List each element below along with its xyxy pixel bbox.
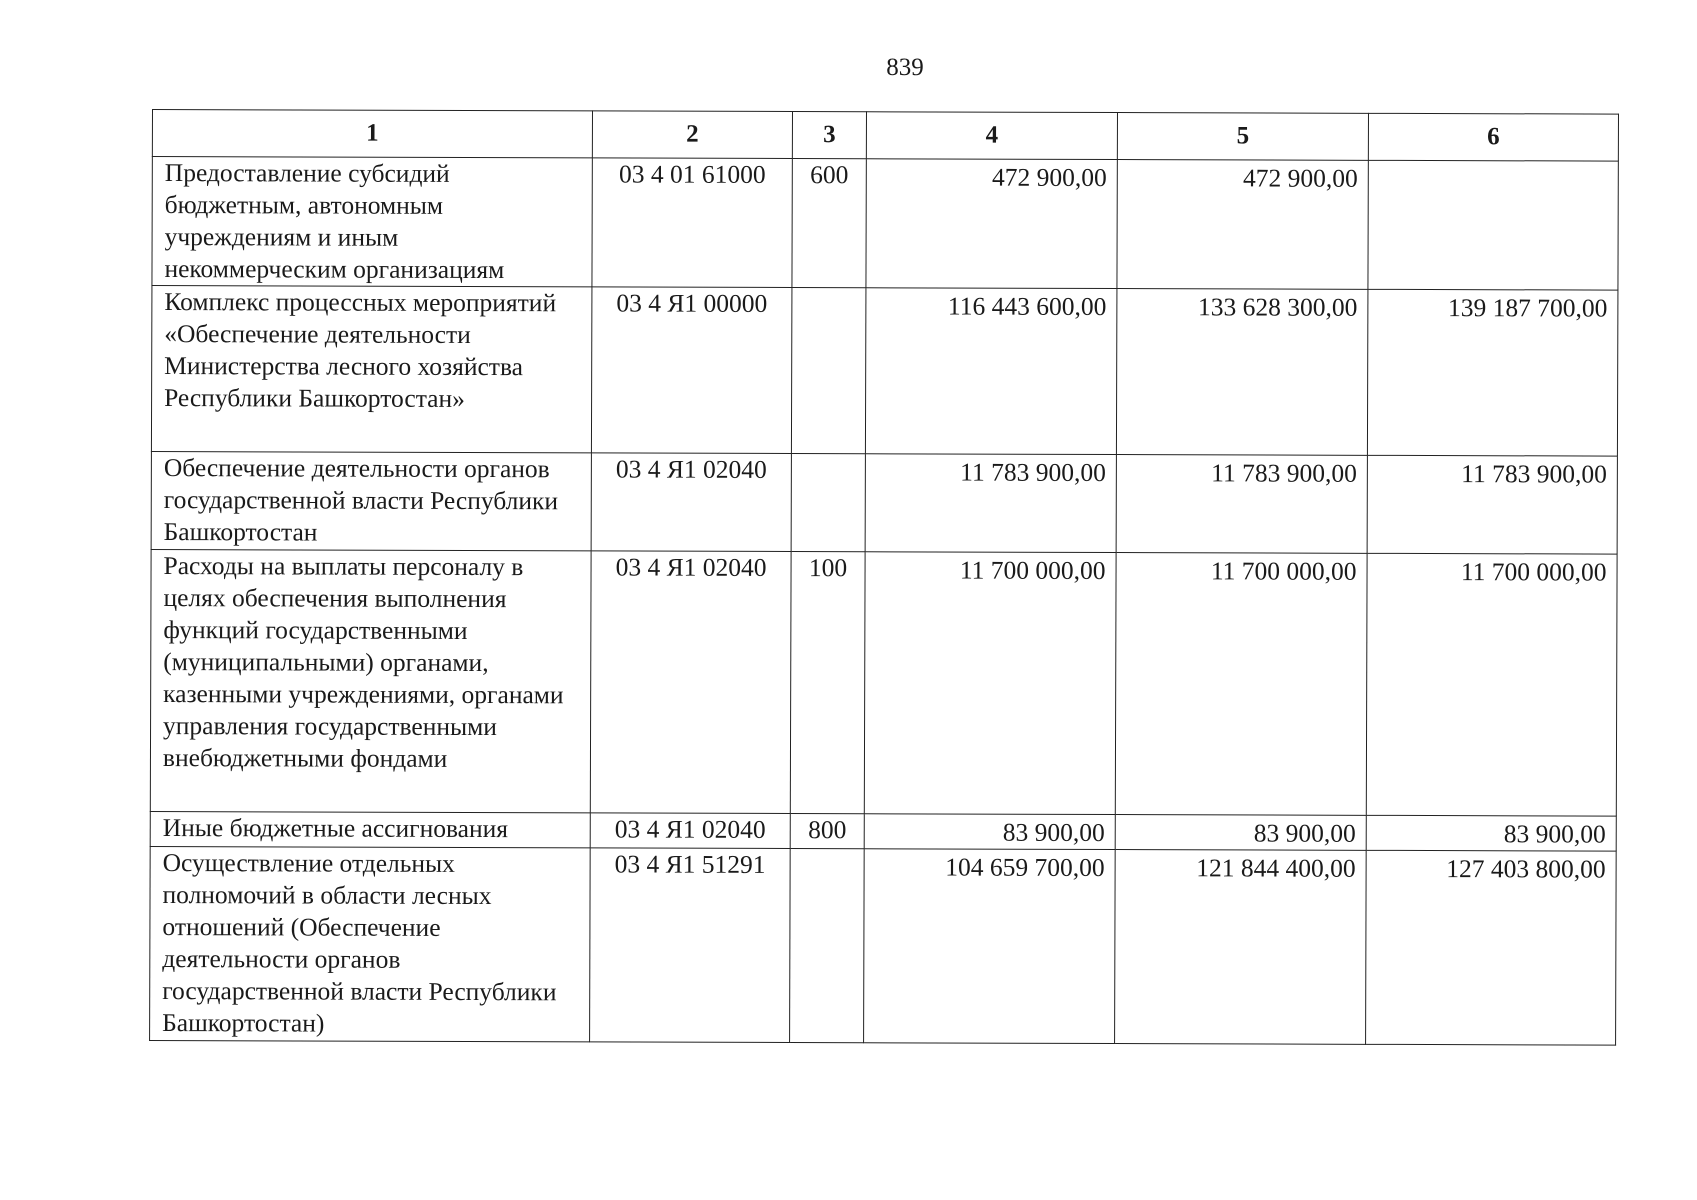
row-type-cell: 800: [790, 814, 864, 849]
row-type-cell: [791, 288, 866, 454]
table-row: [150, 846, 1617, 1045]
row-value-6-cell: 139 187 700,00: [1367, 289, 1618, 456]
row-value-4-cell: 11 700 000,00: [864, 552, 1116, 815]
row-value-5-cell: 11 783 900,00: [1116, 455, 1367, 554]
row-code-cell: 03 4 Я1 51291: [590, 848, 791, 1043]
column-header-3: 3: [792, 112, 866, 159]
table-header-row: [152, 110, 1618, 162]
column-header-5: 5: [1117, 113, 1368, 161]
column-header-6: 6: [1368, 113, 1618, 161]
budget-table: [149, 109, 1619, 1046]
row-code-cell: 03 4 Я1 02040: [591, 453, 791, 552]
row-name-cell: Иные бюджетные ассигнования: [150, 811, 590, 847]
row-value-6-cell: 127 403 800,00: [1366, 850, 1617, 1045]
row-value-6-cell: 11 783 900,00: [1367, 455, 1617, 554]
row-value-4-cell: 116 443 600,00: [865, 288, 1117, 455]
row-type-cell: 100: [790, 552, 865, 814]
table-row: [151, 286, 1618, 457]
table-row: [152, 157, 1618, 291]
row-value-6-cell: 11 700 000,00: [1366, 553, 1617, 816]
row-code-cell: 03 4 Я1 02040: [590, 813, 790, 849]
column-header-2: 2: [592, 111, 792, 159]
row-name-cell: Осуществление отдельных полномочий в области лесных отношений (Обеспечение деятельности органов государственной власти Республики Башкортостан): [150, 846, 591, 1041]
row-value-5-cell: 472 900,00: [1117, 160, 1368, 290]
table-row: [151, 451, 1617, 554]
row-code-cell: 03 4 01 61000: [592, 158, 792, 288]
column-header-4: 4: [866, 112, 1117, 160]
row-value-4-cell: 104 659 700,00: [864, 849, 1116, 1044]
row-type-cell: [791, 454, 865, 552]
row-value-4-cell: 11 783 900,00: [865, 454, 1116, 553]
page-number: 839: [886, 54, 924, 81]
row-name-cell: Расходы на выплаты персоналу в целях обеспечения выполнения функций государственными (муниципальными) органами, казенными учреждениями, органами управления государственными внебюджетными фондами: [150, 549, 591, 812]
row-value-5-cell: 133 628 300,00: [1116, 289, 1368, 456]
row-value-5-cell: 11 700 000,00: [1115, 553, 1367, 816]
row-type-cell: 600: [792, 159, 866, 288]
row-type-cell: [790, 849, 865, 1043]
row-value-6-cell: 83 900,00: [1366, 815, 1616, 851]
row-value-4-cell: 472 900,00: [866, 159, 1117, 289]
row-value-5-cell: 83 900,00: [1115, 815, 1366, 851]
row-name-cell: Обеспечение деятельности органов государственной власти Республики Башкортостан: [151, 451, 591, 550]
row-name-cell: Предоставление субсидий бюджетным, автономным учреждениям и иным некоммерческим организациям: [152, 157, 592, 287]
row-value-4-cell: 83 900,00: [864, 814, 1115, 850]
column-header-1: 1: [152, 110, 592, 158]
row-name-cell: Комплекс процессных мероприятий «Обеспечение деятельности Министерства лесного хозяйства Республики Башкортостан»: [151, 286, 592, 453]
row-code-cell: 03 4 Я1 00000: [591, 287, 792, 454]
table-row: [150, 811, 1616, 851]
row-value-5-cell: 121 844 400,00: [1115, 850, 1367, 1045]
table-row: [150, 549, 1617, 816]
row-value-6-cell: [1368, 160, 1618, 290]
row-code-cell: 03 4 Я1 02040: [590, 551, 791, 814]
